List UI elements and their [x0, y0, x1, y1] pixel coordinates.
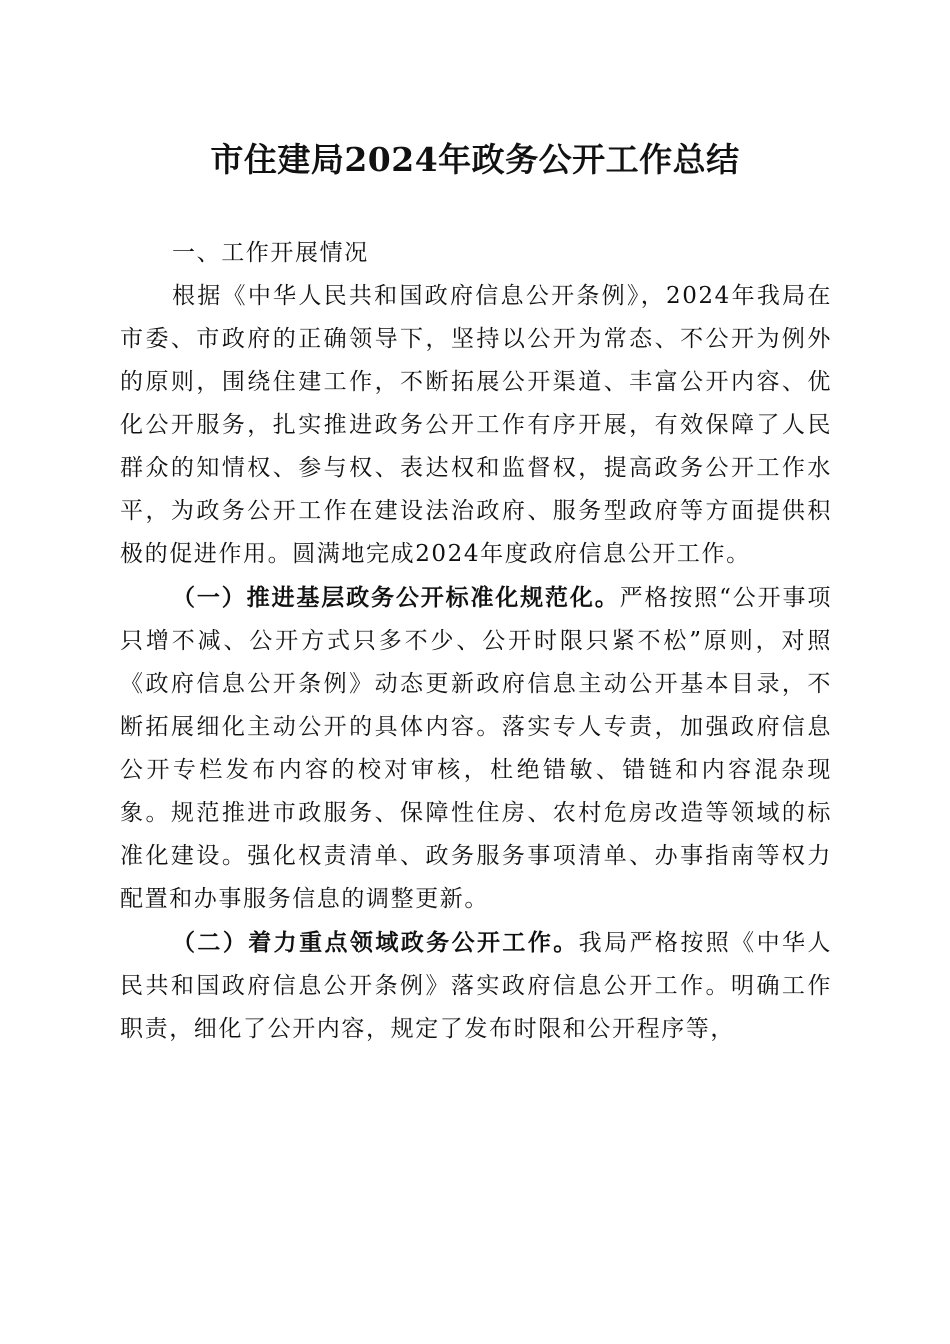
item-heading-2: （二）着力重点领域政务公开工作。	[172, 929, 579, 956]
document-body	[120, 232, 832, 1051]
document-title: 市住建局2024年政务公开工作总结	[210, 140, 740, 179]
section-heading: 一、工作开展情况	[172, 240, 369, 266]
item-paragraph-2	[120, 921, 832, 1051]
item-text-2: 我局严格按照《中华人民共和国政府信息公开条例》落实政府信息公开工作。明确工作职责，细化了公开内容，规定了发布时限和公开程序等，	[120, 930, 832, 1042]
intro-paragraph: 根据《中华人民共和国政府信息公开条例》，2024年我局在市委、市政府的正确领导下，坚持以公开为常态、不公开为例外的原则，围绕住建工作，不断拓展公开渠道、丰富公开内容、优化公开服务，扎实推进政务公开工作有序开展，有效保障了人民群众的知情权、参与权、表达权和监督权，提高政务公开工作水平，为政务公开工作在建设法治政府、服务型政府等方面提供积极的促进作用。圆满地完成2024年度政府信息公开工作。	[120, 283, 832, 567]
item-heading-1: （一）推进基层政务公开标准化规范化。	[172, 584, 620, 611]
item-paragraph-1	[120, 576, 832, 921]
item-text-1: 严格按照“公开事项只增不减、公开方式只多不少、公开时限只紧不松”原则，对照《政府信息公开条例》动态更新政府信息主动公开基本目录，不断拓展细化主动公开的具体内容。落实专人专责，加强政府信息公开专栏发布内容的校对审核，杜绝错敏、错链和内容混杂现象。规范推进市政服务、保障性住房、农村危房改造等领域的标准化建设。强化权责清单、政务服务事项清单、办事指南等权力配置和办事服务信息的调整更新。	[120, 585, 832, 912]
